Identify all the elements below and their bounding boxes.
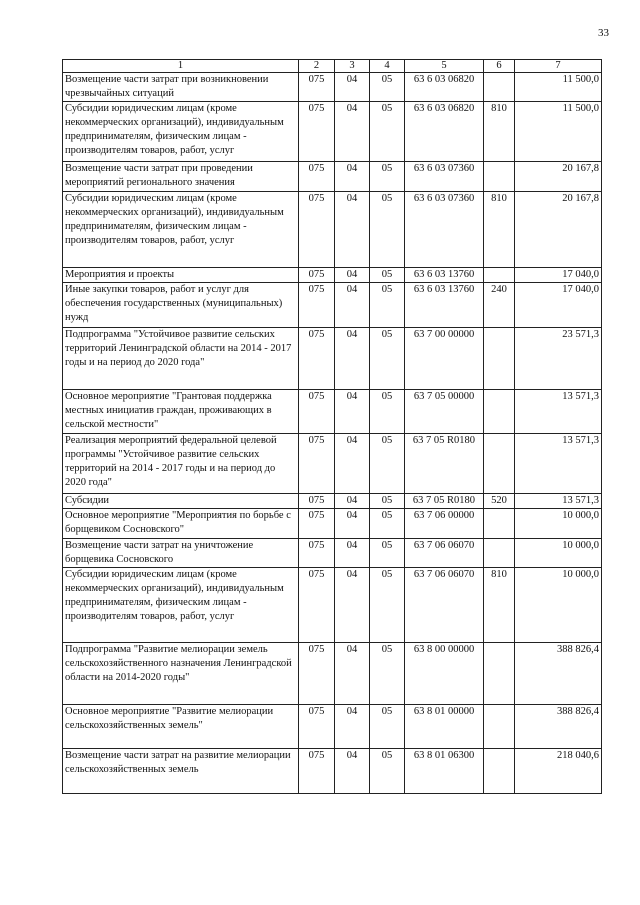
expense-type-cell — [484, 328, 515, 390]
section-cell: 04 — [335, 509, 370, 539]
row-name-cell: Субсидии юридическим лицам (кроме некоммерческих организаций), индивидуальным предпринимателям, физическим лицам - производителям товаров, работ, услуг — [63, 192, 299, 268]
ministry-cell: 075 — [299, 749, 335, 794]
expense-type-cell: 810 — [484, 568, 515, 643]
table-row — [63, 73, 602, 102]
subsection-cell: 05 — [370, 283, 405, 328]
section-cell: 04 — [335, 73, 370, 102]
section-cell: 04 — [335, 643, 370, 705]
column-header: 2 — [299, 60, 335, 73]
subsection-cell: 05 — [370, 73, 405, 102]
ministry-cell: 075 — [299, 268, 335, 283]
expense-type-cell: 520 — [484, 494, 515, 509]
subsection-cell: 05 — [370, 494, 405, 509]
table-row — [63, 390, 602, 434]
ministry-cell: 075 — [299, 705, 335, 749]
target-code-cell: 63 7 05 R0180 — [405, 494, 484, 509]
row-name-cell: Подпрограмма "Устойчивое развитие сельских территорий Ленинградской области на 2014 - 2017 годы и на период до 2020 года" — [63, 328, 299, 390]
table-row — [63, 705, 602, 749]
section-cell: 04 — [335, 328, 370, 390]
table-row — [63, 162, 602, 192]
target-code-cell: 63 6 03 06820 — [405, 102, 484, 162]
row-name-cell: Возмещение части затрат на уничтожение борщевика Сосновского — [63, 539, 299, 568]
target-code-cell: 63 8 01 00000 — [405, 705, 484, 749]
subsection-cell: 05 — [370, 162, 405, 192]
expense-type-cell — [484, 73, 515, 102]
target-code-cell: 63 6 03 07360 — [405, 162, 484, 192]
row-name-cell: Основное мероприятие "Мероприятия по борьбе с борщевиком Сосновского" — [63, 509, 299, 539]
table-row — [63, 568, 602, 643]
amount-cell: 23 571,3 — [515, 328, 602, 390]
budget-table — [62, 59, 602, 794]
section-cell: 04 — [335, 102, 370, 162]
target-code-cell: 63 7 05 R0180 — [405, 434, 484, 494]
amount-cell: 11 500,0 — [515, 102, 602, 162]
section-cell: 04 — [335, 568, 370, 643]
expense-type-cell — [484, 749, 515, 794]
expense-type-cell: 810 — [484, 102, 515, 162]
amount-cell: 17 040,0 — [515, 283, 602, 328]
ministry-cell: 075 — [299, 162, 335, 192]
section-cell: 04 — [335, 268, 370, 283]
section-cell: 04 — [335, 539, 370, 568]
table-header-row — [63, 60, 602, 73]
amount-cell: 13 571,3 — [515, 390, 602, 434]
target-code-cell: 63 7 06 00000 — [405, 509, 484, 539]
expense-type-cell — [484, 705, 515, 749]
target-code-cell: 63 8 00 00000 — [405, 643, 484, 705]
amount-cell: 11 500,0 — [515, 73, 602, 102]
ministry-cell: 075 — [299, 192, 335, 268]
row-name-cell: Возмещение части затрат на развитие мелиорации сельскохозяйственных земель — [63, 749, 299, 794]
expense-type-cell: 240 — [484, 283, 515, 328]
ministry-cell: 075 — [299, 494, 335, 509]
column-header: 3 — [335, 60, 370, 73]
subsection-cell: 05 — [370, 643, 405, 705]
amount-cell: 218 040,6 — [515, 749, 602, 794]
subsection-cell: 05 — [370, 539, 405, 568]
section-cell: 04 — [335, 434, 370, 494]
subsection-cell: 05 — [370, 390, 405, 434]
amount-cell: 10 000,0 — [515, 539, 602, 568]
expense-type-cell — [484, 509, 515, 539]
target-code-cell: 63 6 03 13760 — [405, 283, 484, 328]
column-header: 1 — [63, 60, 299, 73]
target-code-cell: 63 6 03 13760 — [405, 268, 484, 283]
subsection-cell: 05 — [370, 509, 405, 539]
table-row — [63, 494, 602, 509]
row-name-cell: Иные закупки товаров, работ и услуг для обеспечения государственных (муниципальных) нужд — [63, 283, 299, 328]
target-code-cell: 63 7 05 00000 — [405, 390, 484, 434]
subsection-cell: 05 — [370, 102, 405, 162]
section-cell: 04 — [335, 283, 370, 328]
row-name-cell: Субсидии юридическим лицам (кроме некоммерческих организаций), индивидуальным предпринимателям, физическим лицам - производителям товаров, работ, услуг — [63, 102, 299, 162]
expense-type-cell — [484, 162, 515, 192]
table-row — [63, 539, 602, 568]
ministry-cell: 075 — [299, 509, 335, 539]
column-header: 4 — [370, 60, 405, 73]
ministry-cell: 075 — [299, 539, 335, 568]
row-name-cell: Реализация мероприятий федеральной целевой программы "Устойчивое развитие сельских территорий на 2014 - 2017 годы и на период до 2020 года" — [63, 434, 299, 494]
column-header: 5 — [405, 60, 484, 73]
ministry-cell: 075 — [299, 328, 335, 390]
target-code-cell: 63 7 06 06070 — [405, 568, 484, 643]
row-name-cell: Мероприятия и проекты — [63, 268, 299, 283]
amount-cell: 388 826,4 — [515, 705, 602, 749]
subsection-cell: 05 — [370, 749, 405, 794]
section-cell: 04 — [335, 162, 370, 192]
expense-type-cell — [484, 390, 515, 434]
ministry-cell: 075 — [299, 73, 335, 102]
subsection-cell: 05 — [370, 328, 405, 390]
expense-type-cell: 810 — [484, 192, 515, 268]
table-row — [63, 509, 602, 539]
section-cell: 04 — [335, 192, 370, 268]
ministry-cell: 075 — [299, 434, 335, 494]
target-code-cell: 63 7 06 06070 — [405, 539, 484, 568]
section-cell: 04 — [335, 749, 370, 794]
target-code-cell: 63 7 00 00000 — [405, 328, 484, 390]
subsection-cell: 05 — [370, 568, 405, 643]
ministry-cell: 075 — [299, 390, 335, 434]
table-row — [63, 328, 602, 390]
table-row — [63, 102, 602, 162]
row-name-cell: Возмещение части затрат при проведении мероприятий регионального значения — [63, 162, 299, 192]
amount-cell: 20 167,8 — [515, 162, 602, 192]
table-row — [63, 643, 602, 705]
amount-cell: 388 826,4 — [515, 643, 602, 705]
ministry-cell: 075 — [299, 568, 335, 643]
amount-cell: 20 167,8 — [515, 192, 602, 268]
column-header: 7 — [515, 60, 602, 73]
subsection-cell: 05 — [370, 192, 405, 268]
section-cell: 04 — [335, 390, 370, 434]
expense-type-cell — [484, 643, 515, 705]
expense-type-cell — [484, 539, 515, 568]
column-header: 6 — [484, 60, 515, 73]
row-name-cell: Субсидии — [63, 494, 299, 509]
amount-cell: 13 571,3 — [515, 434, 602, 494]
row-name-cell: Основное мероприятие "Развитие мелиорации сельскохозяйственных земель" — [63, 705, 299, 749]
row-name-cell: Субсидии юридическим лицам (кроме некоммерческих организаций), индивидуальным предпринимателям, физическим лицам - производителям товаров, работ, услуг — [63, 568, 299, 643]
target-code-cell: 63 8 01 06300 — [405, 749, 484, 794]
subsection-cell: 05 — [370, 705, 405, 749]
row-name-cell: Возмещение части затрат при возникновении чрезвычайных ситуаций — [63, 73, 299, 102]
table-row — [63, 434, 602, 494]
ministry-cell: 075 — [299, 102, 335, 162]
table-row — [63, 283, 602, 328]
section-cell: 04 — [335, 705, 370, 749]
target-code-cell: 63 6 03 07360 — [405, 192, 484, 268]
amount-cell: 10 000,0 — [515, 568, 602, 643]
subsection-cell: 05 — [370, 434, 405, 494]
amount-cell: 10 000,0 — [515, 509, 602, 539]
expense-type-cell — [484, 434, 515, 494]
amount-cell: 13 571,3 — [515, 494, 602, 509]
target-code-cell: 63 6 03 06820 — [405, 73, 484, 102]
table-row — [63, 749, 602, 794]
section-cell: 04 — [335, 494, 370, 509]
ministry-cell: 075 — [299, 643, 335, 705]
table-row — [63, 268, 602, 283]
row-name-cell: Основное мероприятие "Грантовая поддержка местных инициатив граждан, проживающих в сельской местности" — [63, 390, 299, 434]
page-number: 33 — [598, 27, 609, 39]
ministry-cell: 075 — [299, 283, 335, 328]
subsection-cell: 05 — [370, 268, 405, 283]
row-name-cell: Подпрограмма "Развитие мелиорации земель сельскохозяйственного назначения Ленинградской области на 2014-2020 годы" — [63, 643, 299, 705]
expense-type-cell — [484, 268, 515, 283]
table-row — [63, 192, 602, 268]
amount-cell: 17 040,0 — [515, 268, 602, 283]
